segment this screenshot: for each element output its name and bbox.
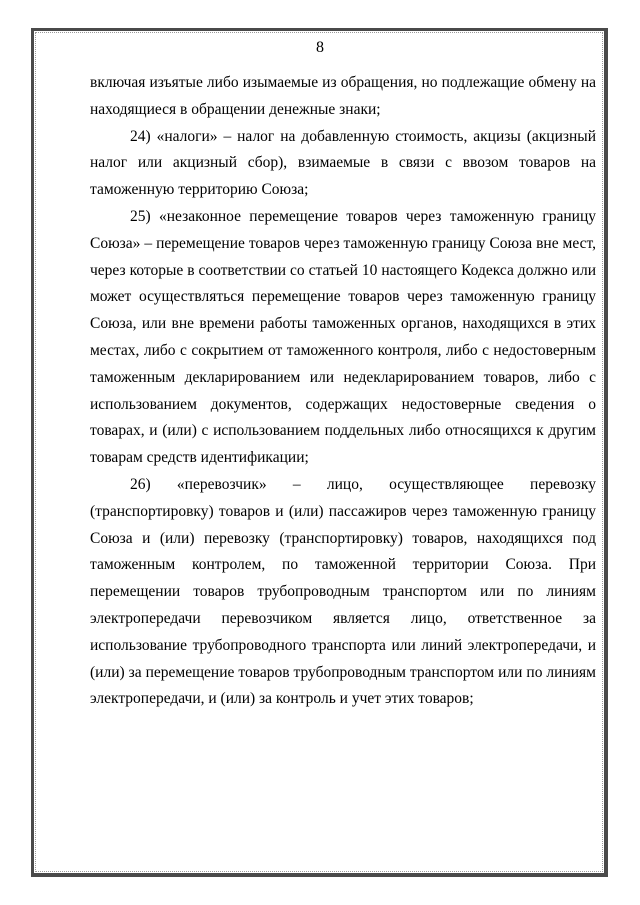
paragraph-item-25: 25) «незаконное перемещение товаров через таможенную границу Союза» – перемещение товаров через таможенную границу Союза вне мест, через которые в соответствии со статьей 10 настоящего Кодекса должно или может осуществляться перемещение товаров через таможенную границу Союза, или вне времени работы таможенных органов, находящихся в этих местах, либо с сокрытием от таможенного контроля, либо с недостоверным таможенным декларированием или недекларированием товаров, либо с использованием документов, содержащих недостоверные сведения о товарах, и (или) с использованием поддельных либо относящихся к другим товарам средств идентификации; [90,207,596,467]
paragraph-item-24: 24) «налоги» – налог на добавленную стоимость, акцизы (акцизный налог или акцизный сбор), взимаемые в связи с ввозом товаров на таможенную территорию Союза; [90,127,596,199]
paragraph-item-26: 26) «перевозчик» – лицо, осуществляющее перевозку (транспортировку) товаров и (или) пассажиров через таможенную границу Союза и (или) перевозку (транспортировку) товаров, находящихся под таможенным контролем, по таможенной территории Союза. При перемещении товаров трубопроводным транспортом или по линиям электропередачи перевозчиком является лицо, ответственное за использование трубопроводного транспорта или линий электропередачи, и (или) за перемещение товаров трубопроводным транспортом или по линиям электропередачи, и (или) за контроль и учет этих товаров; [90,475,596,708]
page-number: 8 [316,39,324,56]
paragraph-continuation: включая изъятые либо изымаемые из обращения, но подлежащие обмену на находящиеся в обращении денежные знаки; [90,74,596,118]
document-body [90,70,596,713]
